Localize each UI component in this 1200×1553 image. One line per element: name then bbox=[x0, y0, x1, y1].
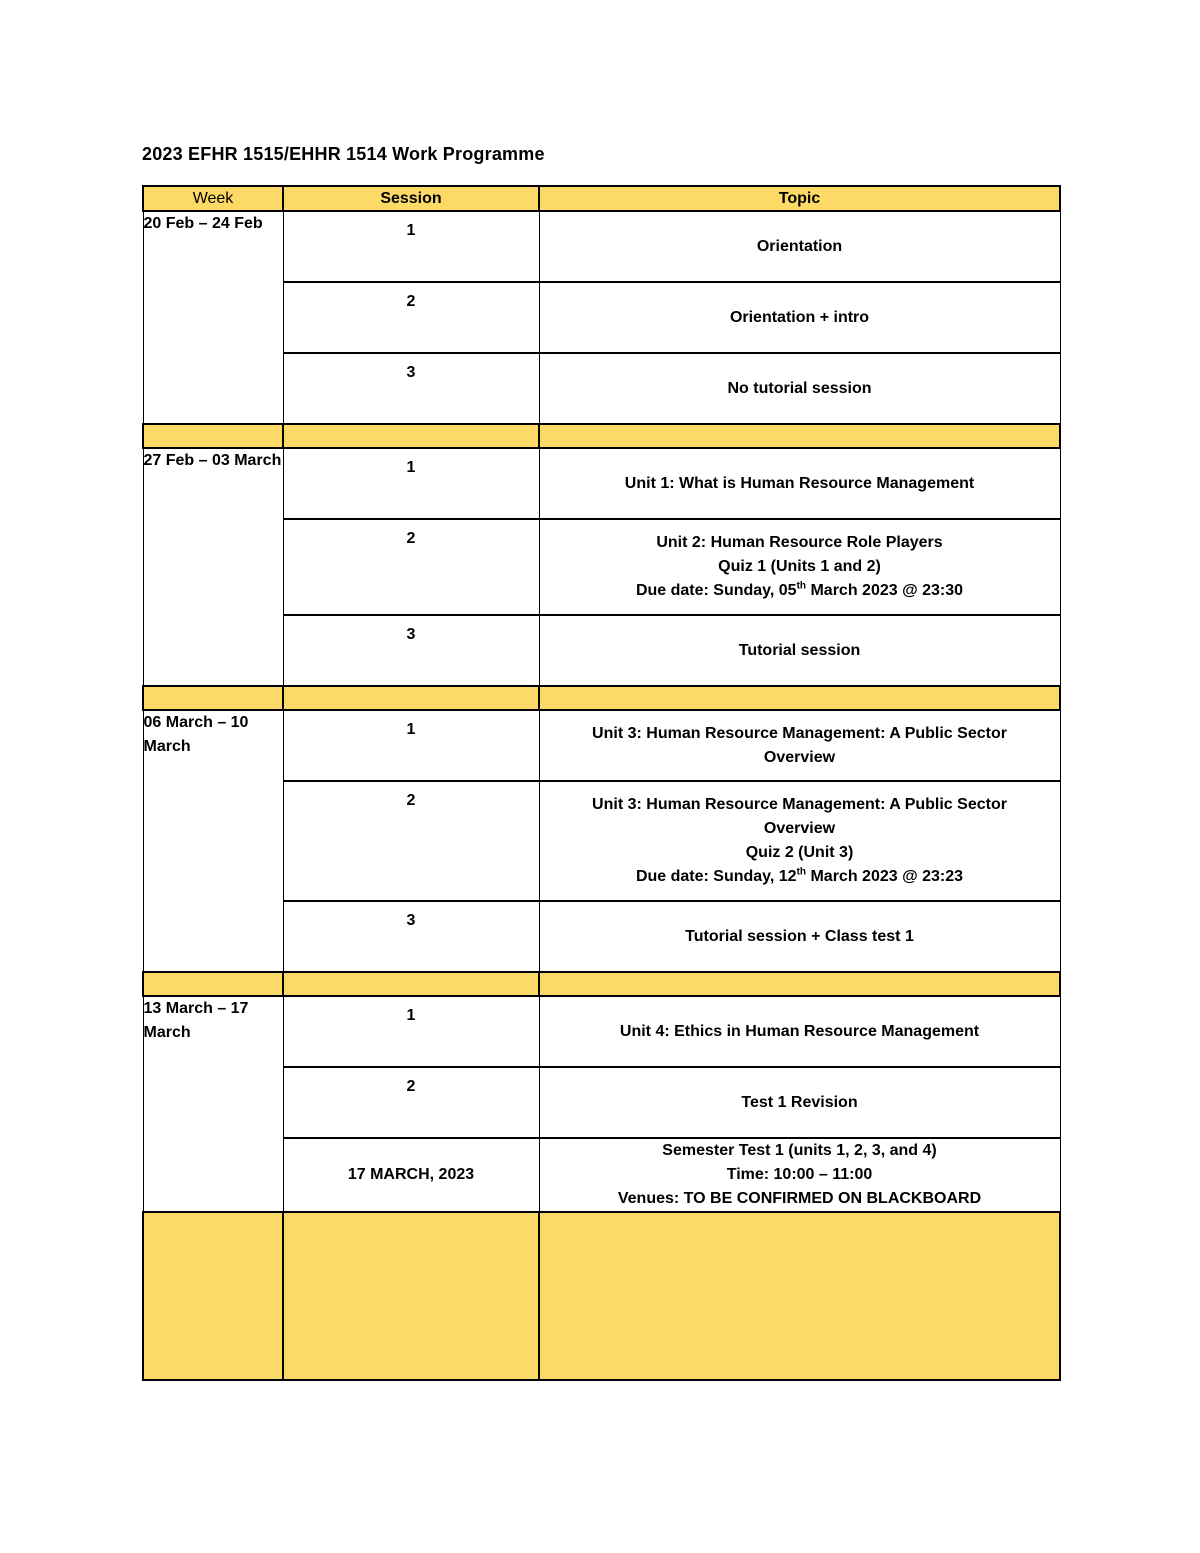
topic-line: Unit 3: Human Resource Management: A Public Sector Overview bbox=[592, 796, 1007, 837]
topic-line: Venues: TO BE CONFIRMED ON BLACKBOARD bbox=[617, 1190, 982, 1207]
separator-cell bbox=[143, 1212, 283, 1380]
work-programme-table bbox=[142, 185, 1061, 1381]
session-label: 17 MARCH, 2023 bbox=[347, 1166, 475, 1183]
table-footer-row bbox=[143, 1212, 1060, 1380]
week-cell: 27 Feb – 03 March bbox=[143, 448, 283, 686]
due-date-line bbox=[580, 865, 1020, 889]
topic-cell bbox=[539, 448, 1060, 519]
separator-cell bbox=[143, 972, 283, 996]
due-date-ordinal: th bbox=[796, 580, 807, 592]
due-date-prefix: Due date: Sunday, 05 bbox=[635, 582, 797, 599]
separator-cell bbox=[143, 424, 283, 448]
session-label: 3 bbox=[406, 626, 416, 643]
separator-cell bbox=[539, 1212, 1060, 1380]
due-date-line bbox=[580, 579, 1020, 603]
topic-line: Tutorial session bbox=[738, 641, 861, 659]
separator-cell bbox=[539, 686, 1060, 710]
separator-cell bbox=[539, 424, 1060, 448]
table-header-row bbox=[143, 186, 1060, 211]
page-title: 2023 EFHR 1515/EHHR 1514 Work Programme bbox=[142, 144, 545, 164]
header-session: Session bbox=[283, 186, 539, 211]
topic-cell bbox=[539, 781, 1060, 901]
week-cell: 06 March – 10 March bbox=[143, 710, 283, 972]
topic-line: Tutorial session + Class test 1 bbox=[685, 927, 914, 945]
topic-line: Orientation bbox=[756, 237, 843, 255]
due-date-suffix: March 2023 @ 23:30 bbox=[806, 582, 964, 599]
header-topic: Topic bbox=[539, 186, 1060, 211]
topic-line: Unit 4: Ethics in Human Resource Management bbox=[619, 1022, 980, 1040]
separator-row bbox=[143, 972, 1060, 996]
table-row bbox=[143, 211, 1060, 282]
topic-line: Quiz 2 (Unit 3) bbox=[745, 844, 854, 861]
session-label: 2 bbox=[406, 530, 416, 547]
session-label: 2 bbox=[406, 1078, 416, 1095]
topic-cell bbox=[539, 211, 1060, 282]
header-week: Week bbox=[143, 186, 283, 211]
topic-line: Unit 1: What is Human Resource Management bbox=[624, 474, 975, 492]
session-cell bbox=[283, 1067, 539, 1138]
separator-cell bbox=[283, 424, 539, 448]
session-cell bbox=[283, 1138, 539, 1212]
topic-line: Unit 3: Human Resource Management: A Public Sector Overview bbox=[592, 724, 1007, 766]
week-cell: 20 Feb – 24 Feb bbox=[143, 211, 283, 424]
session-cell bbox=[283, 519, 539, 615]
table-row bbox=[143, 710, 1060, 781]
topic-cell bbox=[539, 519, 1060, 615]
topic-line: Unit 2: Human Resource Role Players bbox=[656, 534, 943, 551]
topic-line: No tutorial session bbox=[727, 379, 872, 397]
separator-cell bbox=[283, 686, 539, 710]
session-cell bbox=[283, 710, 539, 781]
session-cell bbox=[283, 211, 539, 282]
separator-cell bbox=[143, 686, 283, 710]
session-cell bbox=[283, 448, 539, 519]
separator-cell bbox=[283, 1212, 539, 1380]
session-label: 1 bbox=[406, 721, 416, 738]
session-label: 1 bbox=[406, 459, 416, 476]
topic-cell bbox=[539, 901, 1060, 972]
topic-line: Orientation + intro bbox=[729, 308, 870, 326]
topic-cell bbox=[539, 1138, 1060, 1212]
session-label: 1 bbox=[406, 222, 416, 239]
session-label: 2 bbox=[406, 792, 416, 809]
session-cell bbox=[283, 996, 539, 1067]
separator-row bbox=[143, 686, 1060, 710]
topic-cell bbox=[539, 1067, 1060, 1138]
topic-line: Quiz 1 (Units 1 and 2) bbox=[718, 558, 881, 575]
session-cell bbox=[283, 353, 539, 424]
session-cell bbox=[283, 615, 539, 686]
separator-cell bbox=[539, 972, 1060, 996]
topic-cell bbox=[539, 282, 1060, 353]
session-cell bbox=[283, 901, 539, 972]
separator-cell bbox=[283, 972, 539, 996]
session-label: 3 bbox=[406, 364, 416, 381]
session-label: 2 bbox=[406, 293, 416, 310]
topic-line: Test 1 Revision bbox=[741, 1093, 858, 1111]
session-cell bbox=[283, 781, 539, 901]
due-date-ordinal: th bbox=[796, 866, 807, 878]
due-date-prefix: Due date: Sunday, 12 bbox=[635, 868, 797, 885]
table-row bbox=[143, 996, 1060, 1067]
topic-cell bbox=[539, 710, 1060, 781]
due-date-suffix: March 2023 @ 23:23 bbox=[806, 868, 964, 885]
topic-cell bbox=[539, 996, 1060, 1067]
topic-cell bbox=[539, 615, 1060, 686]
session-label: 1 bbox=[406, 1007, 416, 1024]
session-cell bbox=[283, 282, 539, 353]
week-cell: 13 March – 17 March bbox=[143, 996, 283, 1212]
topic-cell bbox=[539, 353, 1060, 424]
separator-row bbox=[143, 424, 1060, 448]
session-label: 3 bbox=[406, 912, 416, 929]
topic-line: Semester Test 1 (units 1, 2, 3, and 4) bbox=[662, 1142, 937, 1159]
table-row bbox=[143, 448, 1060, 519]
topic-line: Time: 10:00 – 11:00 bbox=[726, 1166, 873, 1183]
